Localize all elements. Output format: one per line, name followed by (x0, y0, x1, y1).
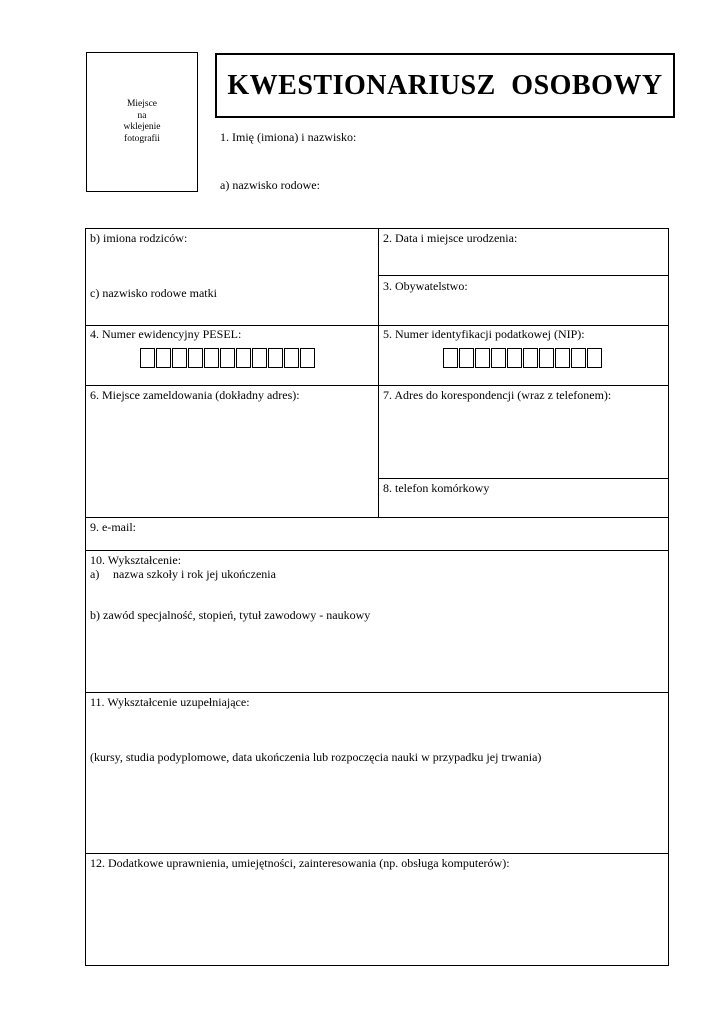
pesel-digit-box[interactable] (300, 348, 315, 368)
row-divider-mobile (378, 478, 669, 479)
parents-names-label[interactable]: b) imiona rodziców: (90, 231, 188, 245)
nip-digit-box[interactable] (475, 348, 490, 368)
nip-digit-box[interactable] (459, 348, 474, 368)
page-title: KWESTIONARIUSZ OSOBOWY (227, 69, 663, 101)
pesel-label[interactable]: 4. Numer ewidencyjny PESEL: (90, 327, 242, 341)
photo-placeholder-text (87, 99, 197, 145)
nip-digit-box[interactable] (507, 348, 522, 368)
extra-education-note: (kursy, studia podyplomowe, data ukończenia lub rozpoczęcia nauki w przypadku jej trwania) (90, 750, 542, 764)
row-divider-email (85, 517, 669, 518)
nip-digit-box[interactable] (539, 348, 554, 368)
pesel-digit-box[interactable] (268, 348, 283, 368)
pesel-digit-boxes[interactable] (140, 348, 315, 368)
row-divider-citizenship (378, 275, 669, 276)
pesel-digit-box[interactable] (140, 348, 155, 368)
email-label[interactable]: 9. e-mail: (90, 520, 136, 534)
skills-label[interactable]: 12. Dodatkowe uprawnienia, umiejętności, zainteresowania (np. obsługa komputerów): (90, 856, 510, 870)
row-divider-skills (85, 853, 669, 854)
name-field-label[interactable]: 1. Imię (imiona) i nazwisko: (220, 130, 357, 144)
education-profession-label[interactable]: b) zawód specjalność, stopień, tytuł zawodowy - naukowy (90, 608, 371, 622)
photo-line-4: fotografii (124, 133, 160, 144)
pesel-digit-box[interactable] (188, 348, 203, 368)
extra-education-label[interactable]: 11. Wykształcenie uzupełniające: (90, 695, 250, 709)
birth-date-place-label[interactable]: 2. Data i miejsce urodzenia: (383, 231, 518, 245)
pesel-digit-box[interactable] (284, 348, 299, 368)
row-divider-pesel (85, 325, 669, 326)
residence-label[interactable]: 6. Miejsce zameldowania (dokładny adres): (90, 388, 300, 402)
photo-line-3: wklejenie (123, 122, 161, 132)
pesel-digit-box[interactable] (220, 348, 235, 368)
pesel-digit-box[interactable] (172, 348, 187, 368)
correspondence-label[interactable]: 7. Adres do korespondencji (wraz z telefonem): (383, 388, 612, 402)
row-divider-education (85, 550, 669, 551)
pesel-digit-box[interactable] (252, 348, 267, 368)
column-divider (378, 228, 379, 518)
citizenship-label[interactable]: 3. Obywatelstwo: (383, 279, 468, 293)
title-box (215, 53, 675, 118)
photo-placeholder (86, 52, 198, 192)
nip-digit-box[interactable] (587, 348, 602, 368)
photo-line-2: na (137, 110, 147, 121)
family-name-field-label[interactable]: a) nazwisko rodowe: (220, 178, 320, 192)
nip-digit-box[interactable] (443, 348, 458, 368)
nip-digit-box[interactable] (571, 348, 586, 368)
nip-digit-box[interactable] (555, 348, 570, 368)
photo-line-1: Miejsce (126, 99, 158, 109)
mobile-label[interactable]: 8. telefon komórkowy (383, 481, 490, 495)
row-divider-address (85, 385, 669, 386)
education-label[interactable]: 10. Wykształcenie: (90, 553, 182, 567)
pesel-digit-box[interactable] (236, 348, 251, 368)
pesel-digit-box[interactable] (156, 348, 171, 368)
pesel-digit-box[interactable] (204, 348, 219, 368)
row-divider-extra-education (85, 692, 669, 693)
education-a-marker: a) (90, 567, 100, 581)
nip-label[interactable]: 5. Numer identyfikacji podatkowej (NIP): (383, 327, 585, 341)
nip-digit-boxes[interactable] (443, 348, 602, 368)
education-school-label[interactable]: nazwa szkoły i rok jej ukończenia (113, 567, 276, 581)
nip-digit-box[interactable] (523, 348, 538, 368)
nip-digit-box[interactable] (491, 348, 506, 368)
mother-family-name-label[interactable]: c) nazwisko rodowe matki (90, 286, 217, 300)
